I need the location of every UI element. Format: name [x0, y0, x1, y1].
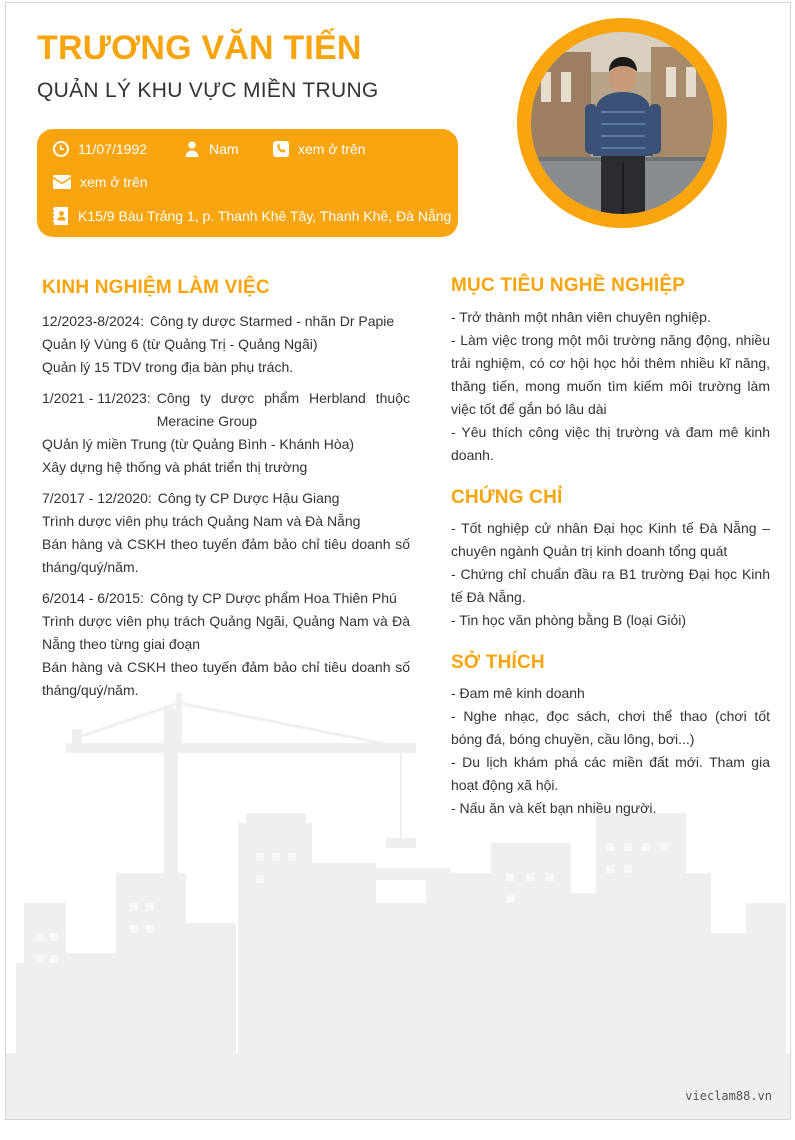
clock-icon — [53, 141, 69, 157]
objective-section-title: MỤC TIÊU NGHỀ NGHIỆP — [451, 275, 686, 296]
experience-date: 7/2017 - 12/2020: — [42, 490, 152, 506]
address-item — [53, 207, 451, 225]
experience-line: Quản lý 15 TDV trong địa bàn phụ trách. — [42, 359, 294, 375]
user-icon — [184, 141, 200, 157]
address-value: K15/9 Bàu Trảng 1, p. Thanh Khê Tây, Thanh Khê, Đà Nẵng — [78, 208, 452, 224]
experience-date: 1/2021 - 11/2023: — [42, 390, 151, 406]
hobby-line: - Du lịch khám phá các miền đất mới. Tham gia hoạt động xã hội. — [451, 754, 770, 793]
envelope-icon — [53, 175, 71, 189]
profile-photo-frame — [517, 18, 727, 228]
hobbies-section — [451, 682, 770, 820]
hobbies-section-title: SỞ THÍCH — [451, 652, 545, 673]
experience-section — [42, 310, 410, 710]
experience-section-title: KINH NGHIỆM LÀM VIỆC — [42, 277, 270, 298]
gender-item — [184, 141, 239, 157]
experience-item — [42, 487, 410, 579]
experience-line: Trình dược viên phụ trách Quảng Ngãi, Quảng Nam và Đà Nẵng theo từng giai đoạn — [42, 613, 410, 652]
experience-company: Công ty dược phẩm Herbland thuộc Meracine Group — [156, 390, 410, 429]
experience-company: Công ty CP Dược Hậu Giang — [157, 490, 340, 506]
hobby-line: - Nấu ăn và kết bạn nhiều người. — [451, 800, 657, 816]
certificates-section-title: CHỨNG CHỈ — [451, 487, 563, 508]
experience-item — [42, 587, 410, 702]
candidate-job-title: QUẢN LÝ KHU VỰC MIỀN TRUNG — [37, 79, 379, 102]
site-watermark: vieclam88.vn — [685, 1089, 772, 1103]
experience-line: Bán hàng và CSKH theo tuyến đảm bảo chỉ tiêu doanh số tháng/quý/năm. — [42, 536, 410, 575]
phone-icon — [273, 141, 289, 157]
birthday-value: 11/07/1992 — [78, 141, 148, 157]
objective-section — [451, 306, 770, 467]
experience-line: Quản lý Vùng 6 (từ Quảng Trị - Quảng Ngãi) — [42, 336, 318, 352]
objective-line: - Yêu thích công việc thị trường và đam mê kinh doanh. — [451, 424, 770, 463]
profile-photo-illustration — [531, 32, 713, 214]
profile-photo — [531, 32, 713, 214]
candidate-name: TRƯƠNG VĂN TIẾN — [37, 29, 362, 67]
certificate-line: - Tốt nghiệp cử nhân Đại học Kinh tế Đà Nẵng – chuyên ngành Quản trị kinh doanh tổng quát — [451, 520, 770, 559]
experience-line: QUản lý miền Trung (từ Quảng Bình - Khánh Hòa) — [42, 436, 355, 452]
contact-info-box — [37, 129, 458, 237]
certificates-section — [451, 517, 770, 632]
email-value: xem ở trên — [80, 174, 148, 190]
hobby-line: - Đam mê kinh doanh — [451, 685, 585, 701]
address-book-icon — [53, 207, 69, 225]
experience-company: Công ty dược Starmed - nhãn Dr Papie — [149, 313, 395, 329]
objective-line: - Trở thành một nhân viên chuyên nghiệp. — [451, 309, 711, 325]
experience-line: Xây dựng hệ thống và phát triển thị trường — [42, 459, 308, 475]
hobby-line: - Nghe nhạc, đọc sách, chơi thể thao (chơi tốt bóng đá, bóng chuyền, cầu lông, bơi...) — [451, 708, 770, 747]
experience-date: 6/2014 - 6/2015: — [42, 590, 144, 606]
experience-line: Bán hàng và CSKH theo tuyến đảm bảo chỉ tiêu doanh số tháng/quý/năm. — [42, 659, 410, 698]
experience-company: Công ty CP Dược phẩm Hoa Thiên Phú — [149, 590, 397, 606]
experience-item — [42, 387, 410, 479]
phone-item — [273, 141, 366, 157]
experience-line: Trình dược viên phụ trách Quảng Nam và Đà Nẵng — [42, 513, 361, 529]
cv-page — [5, 2, 791, 1120]
certificate-line: - Tin học văn phòng bằng B (loại Giỏi) — [451, 612, 687, 628]
experience-date: 12/2023-8/2024: — [42, 313, 144, 329]
experience-item — [42, 310, 410, 379]
email-item — [53, 174, 148, 190]
phone-value: xem ở trên — [298, 141, 366, 157]
objective-line: - Làm việc trong một môi trường năng động, nhiều trải nghiệm, có cơ hội học hỏi thêm nhiều kĩ năng, thăng tiến, mong muốn tìm kiếm môi trường làm việc tốt để gắn bó lâu dài — [451, 332, 770, 417]
gender-value: Nam — [209, 141, 239, 157]
birthday-item — [53, 141, 147, 157]
certificate-line: - Chứng chỉ chuẩn đầu ra B1 trường Đại học Kinh tế Đà Nẵng. — [451, 566, 770, 605]
